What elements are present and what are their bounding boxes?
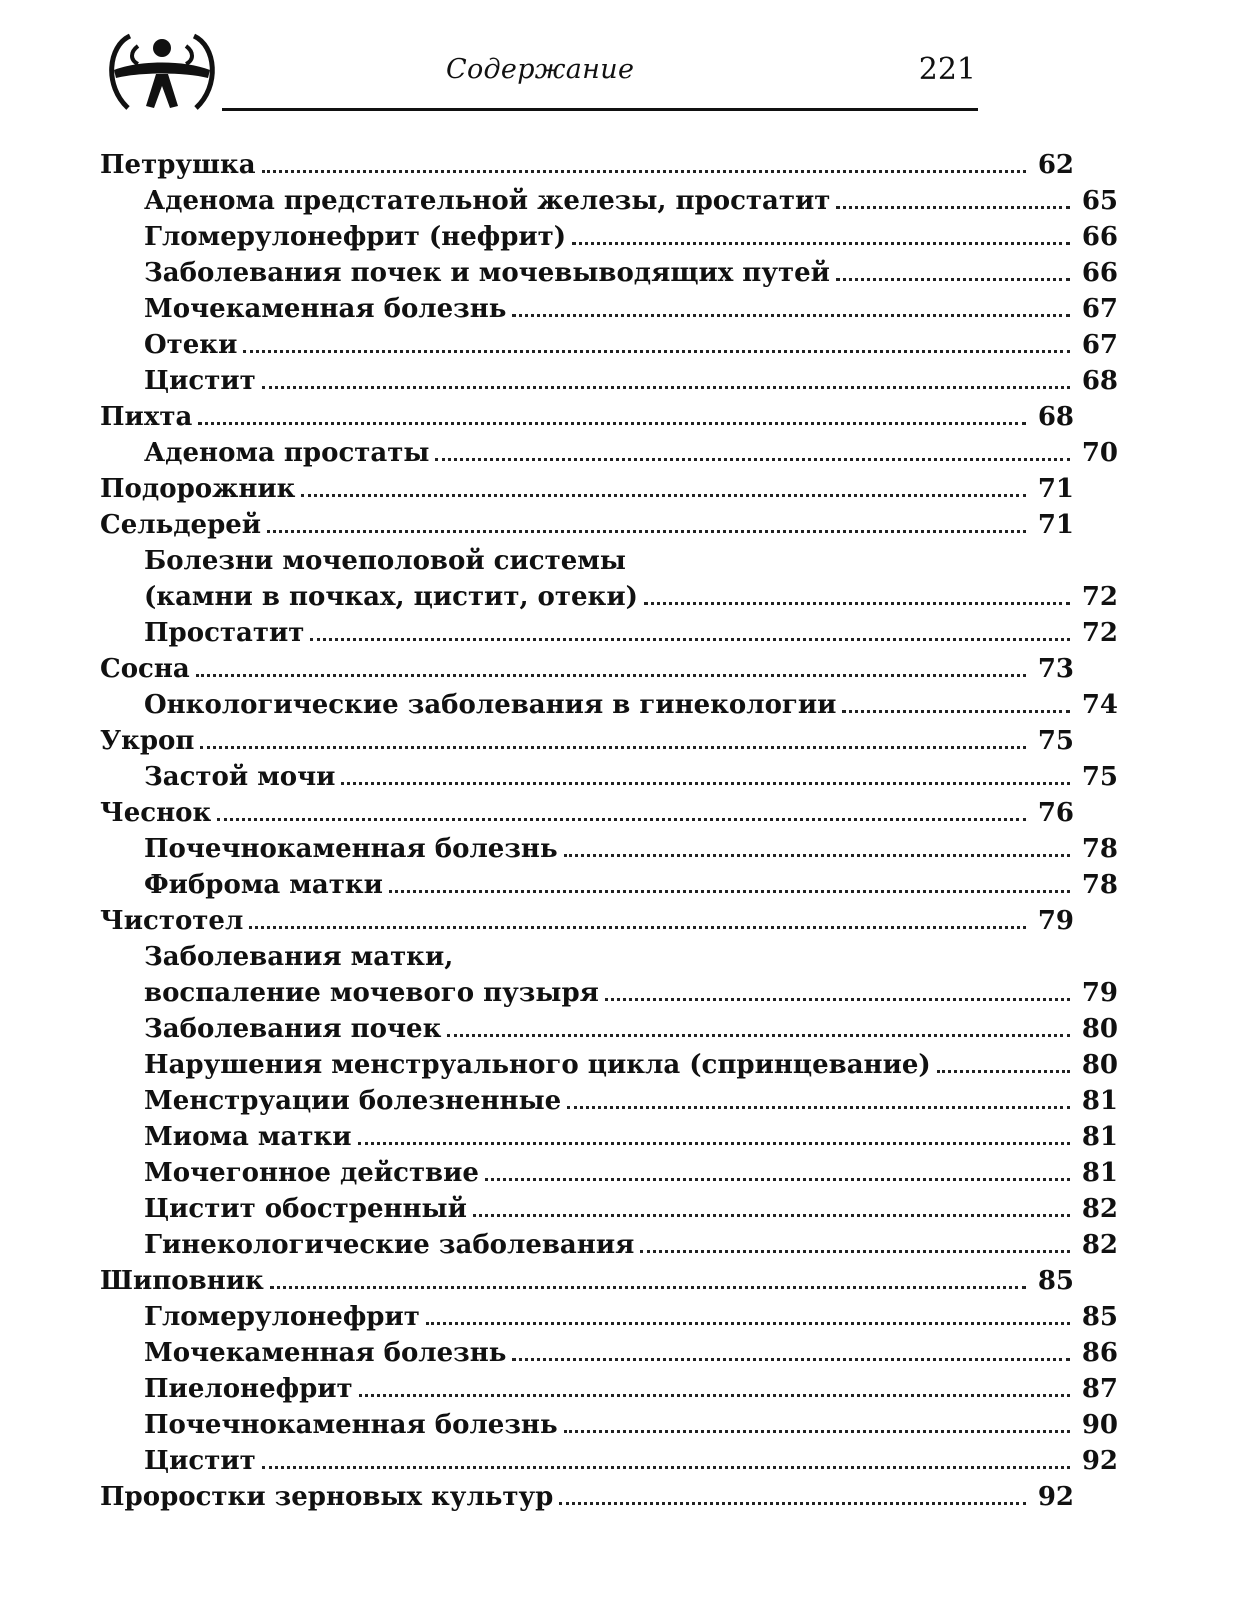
dot-leader	[836, 278, 1070, 281]
toc-subentry	[0, 324, 1238, 360]
toc-entry-title: Нарушения менструального цикла (спринцевание)	[144, 1050, 931, 1080]
toc-entry-title: Заболевания почек и мочевыводящих путей	[144, 258, 830, 288]
toc-entry	[0, 468, 1194, 504]
dot-leader	[200, 746, 1026, 749]
toc-entry-page: 81	[1081, 1122, 1118, 1152]
dot-leader	[473, 1214, 1070, 1217]
dot-leader	[301, 494, 1026, 497]
toc-entry-page: 75	[1081, 762, 1118, 792]
dot-leader	[644, 602, 1070, 605]
table-of-contents	[0, 144, 1118, 1512]
toc-entry-page: 76	[1037, 798, 1074, 828]
toc-subentry	[0, 1188, 1238, 1224]
toc-subentry	[0, 360, 1238, 396]
toc-subentry	[0, 936, 1238, 972]
toc-subentry	[0, 1332, 1238, 1368]
dot-leader	[937, 1070, 1070, 1073]
dot-leader	[249, 926, 1026, 929]
toc-entry-page: 66	[1081, 258, 1118, 288]
toc-entry-title: Цистит	[144, 1446, 256, 1476]
toc-entry-title: Пихта	[100, 402, 193, 432]
toc-entry-page: 78	[1081, 870, 1118, 900]
header-divider	[222, 108, 978, 111]
toc-entry-page: 68	[1037, 402, 1074, 432]
dot-leader	[605, 998, 1070, 1001]
toc-entry-title: Застой мочи	[144, 762, 336, 792]
dot-leader	[217, 818, 1026, 821]
toc-entry-page: 80	[1081, 1014, 1118, 1044]
toc-entry-title: Аденома предстательной железы, простатит	[144, 186, 831, 216]
toc-subentry	[0, 612, 1238, 648]
dot-leader	[564, 1430, 1070, 1433]
dot-leader	[564, 854, 1070, 857]
dot-leader	[512, 1358, 1070, 1361]
toc-entry-title: Укроп	[100, 726, 195, 756]
toc-entry-title: Цистит	[144, 366, 256, 396]
toc-subentry	[0, 1296, 1238, 1332]
toc-entry-title: Заболевания матки,	[144, 942, 454, 972]
toc-entry-page: 85	[1037, 1266, 1074, 1296]
dot-leader	[196, 674, 1026, 677]
toc-subentry	[0, 1224, 1238, 1260]
toc-entry-page: 80	[1081, 1050, 1118, 1080]
toc-subentry	[0, 756, 1238, 792]
dot-leader	[359, 1394, 1070, 1397]
toc-entry-title: Петрушка	[100, 150, 256, 180]
dot-leader	[310, 638, 1070, 641]
dot-leader	[435, 458, 1070, 461]
toc-entry-title: воспаление мочевого пузыря	[144, 978, 599, 1008]
dot-leader	[836, 206, 1070, 209]
toc-entry-page: 78	[1081, 834, 1118, 864]
toc-subentry	[0, 1440, 1238, 1476]
toc-subentry	[0, 1404, 1238, 1440]
toc-entry-page: 73	[1037, 654, 1074, 684]
dot-leader	[262, 170, 1026, 173]
toc-entry-page: 68	[1081, 366, 1118, 396]
toc-subentry	[0, 1368, 1238, 1404]
toc-entry-title: Менструации болезненные	[144, 1086, 562, 1116]
toc-subentry	[0, 864, 1238, 900]
toc-subentry	[0, 576, 1238, 612]
toc-subentry	[0, 1080, 1238, 1116]
toc-subentry	[0, 252, 1238, 288]
toc-entry-page: 92	[1037, 1482, 1074, 1512]
toc-entry-page: 72	[1081, 582, 1118, 612]
toc-entry-title: Почечнокаменная болезнь	[144, 1410, 558, 1440]
toc-entry-title: Пиелонефрит	[144, 1374, 353, 1404]
toc-subentry	[0, 828, 1238, 864]
toc-entry	[0, 396, 1194, 432]
toc-entry-page: 81	[1081, 1158, 1118, 1188]
toc-entry-title: Мочекаменная болезнь	[144, 1338, 507, 1368]
dot-leader	[559, 1502, 1026, 1505]
running-title: Содержание	[446, 54, 635, 85]
toc-entry-page: 92	[1081, 1446, 1118, 1476]
dot-leader	[270, 1286, 1026, 1289]
toc-entry-page: 86	[1081, 1338, 1118, 1368]
toc-entry-title: Простатит	[144, 618, 305, 648]
toc-entry-title: Онкологические заболевания в гинекологии	[144, 690, 837, 720]
toc-entry-page: 74	[1081, 690, 1118, 720]
toc-entry	[0, 504, 1194, 540]
toc-entry-title: Чистотел	[100, 906, 244, 936]
dot-leader	[572, 242, 1070, 245]
toc-entry-title: Проростки зерновых культур	[100, 1482, 554, 1512]
toc-entry-title: Аденома простаты	[144, 438, 430, 468]
toc-entry-title: Болезни мочеполовой системы	[144, 546, 626, 576]
toc-entry-title: Мочекаменная болезнь	[144, 294, 507, 324]
page-header	[0, 0, 1094, 120]
toc-subentry	[0, 216, 1238, 252]
dot-leader	[262, 1466, 1070, 1469]
toc-entry-title: Сосна	[100, 654, 190, 684]
toc-entry	[0, 648, 1194, 684]
toc-entry	[0, 792, 1194, 828]
dot-leader	[262, 386, 1070, 389]
toc-entry-title: Фиброма матки	[144, 870, 383, 900]
dot-leader	[341, 782, 1070, 785]
dot-leader	[358, 1142, 1071, 1145]
toc-subentry	[0, 1008, 1238, 1044]
toc-subentry	[0, 1152, 1238, 1188]
toc-entry-page: 71	[1037, 474, 1074, 504]
toc-entry-page: 82	[1081, 1230, 1118, 1260]
toc-entry-page: 62	[1037, 150, 1074, 180]
dot-leader	[485, 1178, 1070, 1181]
toc-entry-page: 66	[1081, 222, 1118, 252]
toc-entry-title: Цистит обостренный	[144, 1194, 467, 1224]
toc-entry	[0, 720, 1194, 756]
dot-leader	[512, 314, 1070, 317]
toc-entry-title: Сельдерей	[100, 510, 262, 540]
toc-entry-page: 65	[1081, 186, 1118, 216]
toc-entry	[0, 1476, 1194, 1512]
toc-entry-page: 75	[1037, 726, 1074, 756]
toc-entry-title: Гломерулонефрит	[144, 1302, 420, 1332]
toc-entry-title: Почечнокаменная болезнь	[144, 834, 558, 864]
toc-entry	[0, 144, 1194, 180]
toc-entry-page: 71	[1037, 510, 1074, 540]
toc-entry	[0, 900, 1194, 936]
dot-leader	[842, 710, 1070, 713]
toc-entry-title: Отеки	[144, 330, 238, 360]
toc-entry-page: 67	[1081, 330, 1118, 360]
dot-leader	[243, 350, 1070, 353]
toc-entry-title: Шиповник	[100, 1266, 264, 1296]
toc-entry-title: (камни в почках, цистит, отеки)	[144, 582, 638, 612]
toc-subentry	[0, 1044, 1238, 1080]
toc-subentry	[0, 288, 1238, 324]
toc-entry-page: 87	[1081, 1374, 1118, 1404]
dot-leader	[198, 422, 1026, 425]
toc-entry-page: 82	[1081, 1194, 1118, 1224]
toc-subentry	[0, 684, 1238, 720]
toc-entry-title: Гломерулонефрит (нефрит)	[144, 222, 567, 252]
toc-entry-page: 90	[1081, 1410, 1118, 1440]
toc-subentry	[0, 540, 1238, 576]
toc-entry-title: Подорожник	[100, 474, 296, 504]
toc-entry-title: Чеснок	[100, 798, 212, 828]
toc-entry	[0, 1260, 1194, 1296]
toc-subentry	[0, 1116, 1238, 1152]
toc-entry-page: 81	[1081, 1086, 1118, 1116]
dot-leader	[640, 1250, 1070, 1253]
publisher-logo-icon	[100, 26, 224, 116]
toc-entry-page: 85	[1081, 1302, 1118, 1332]
toc-entry-page: 67	[1081, 294, 1118, 324]
toc-entry-title: Заболевания почек	[144, 1014, 442, 1044]
toc-subentry	[0, 432, 1238, 468]
toc-entry-page: 72	[1081, 618, 1118, 648]
toc-subentry	[0, 972, 1238, 1008]
page-number: 221	[918, 52, 976, 87]
toc-entry-page: 79	[1081, 978, 1118, 1008]
toc-entry-page: 70	[1081, 438, 1118, 468]
dot-leader	[567, 1106, 1070, 1109]
toc-entry-page: 79	[1037, 906, 1074, 936]
dot-leader	[267, 530, 1026, 533]
dot-leader	[389, 890, 1070, 893]
dot-leader	[426, 1322, 1070, 1325]
toc-entry-title: Миома матки	[144, 1122, 352, 1152]
toc-entry-title: Гинекологические заболевания	[144, 1230, 635, 1260]
dot-leader	[447, 1034, 1070, 1037]
toc-entry-title: Мочегонное действие	[144, 1158, 479, 1188]
toc-subentry	[0, 180, 1238, 216]
